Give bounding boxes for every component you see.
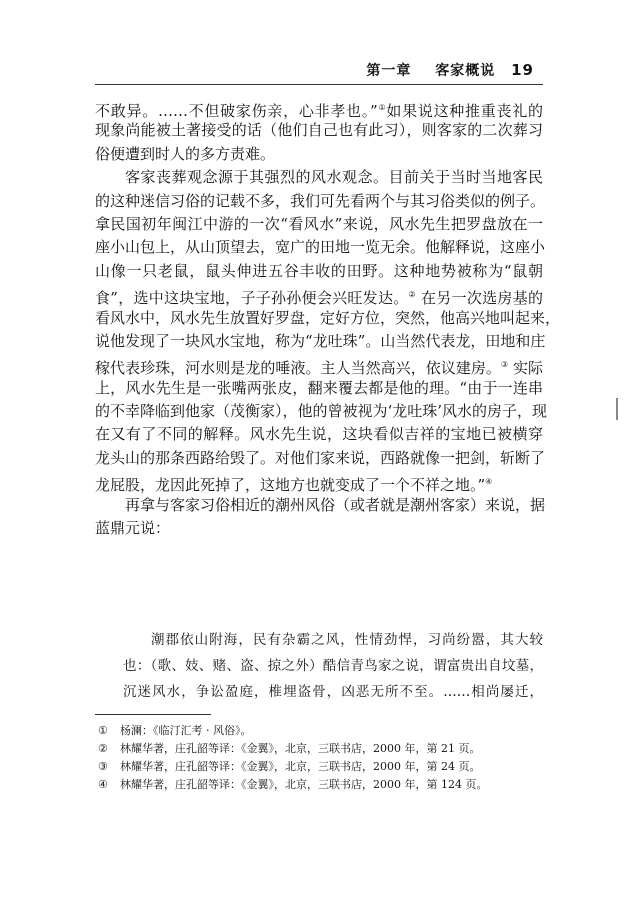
header-divider [95,84,543,85]
footnote-number: ④ [98,778,108,791]
chapter-title: 客家概说 [435,63,496,79]
text-line: 的这种迷信习俗的记载不多，我们可先看两个与其习俗类似的例子。 [95,191,546,210]
page-number: 19 [511,61,534,79]
text-line: 拿民国初年闽江中游的一次“看风水”来说，风水先生把罗盘放在一 [95,214,543,233]
footnote [98,758,487,776]
running-header [366,60,534,80]
quote-line: 沉迷风水，争讼盈庭，椎埋盗骨，凶恶无所不至。……相尚屡迁， [123,684,543,700]
block-quote [95,627,543,705]
paragraph-start-line: 客家丧葬观念源于其强烈的风水观念。目前关于当时当地客民 [125,168,543,187]
text-line: 稼代表珍珠，河水则是龙的唾液。主人当然高兴，依议建房。③ 实际 [95,359,543,378]
text-line: 座小山包上，从山顶望去，宽广的田地一览无余。他解释说，这座小 [95,238,546,257]
text-line: 上，风水先生是一张嘴两张皮，翻来覆去都是他的理。“由于一连串 [95,378,543,397]
text-line: 现象尚能被土著接受的话（他们自己也有此习），则客家的二次葬习 [95,121,543,140]
footnote-marker: ② [408,290,416,300]
footnote-marker: ① [377,103,387,112]
footnote [98,740,487,758]
quote-line: 也：（歌、妓、赌、盗、掠之外）酷信青鸟家之说，谓富贵出自坟墓， [123,658,543,674]
footnote-text: 林耀华著，庄孔韶等译：《金翼》，北京，三联书店，2000 年，第 21 页。 [120,742,481,755]
body-text [95,96,561,540]
text-line: 俗便遭到时人的多方责难。 [95,144,276,163]
quote-line: 潮郡依山附海，民有杂霸之风，性情劲悍，习尚纷嚣，其大较 [151,632,543,648]
text-line: 龙屁股，龙因此死掉了，这地方也就变成了一个不祥之地。”④ [95,476,493,495]
text-line: 看风水中，风水先生放置好罗盘，定好方位，突然，他高兴地叫起来， [95,308,561,327]
footnote-text: 林耀华著，庄孔韶等译：《金翼》，北京，三联书店，2000 年，第 124 页。 [120,778,488,791]
text-line: 山像一只老鼠，鼠头伸进五谷丰收的田野。这种地势被称为“鼠朝 [95,261,543,280]
text-line: 食”，选中这块宝地，子子孙孙便会兴旺发达。② 在另一次选房基的 [95,289,543,308]
footnote-text: 杨澜：《临汀汇考 · 风俗》。 [120,724,252,737]
text-line: 在又有了不同的解释。风水先生说，这块看似吉祥的宝地已被横穿 [95,425,543,444]
text-line: 说他发现了一块风水宝地，称为“龙吐珠”。山当然代表龙，田地和庄 [95,331,546,350]
text-line: 的不幸降临到他家（茂衡家），他的曾被视为‘龙吐珠’风水的房子，现 [95,402,548,421]
text-line: 蓝鼎元说： [95,519,171,538]
text-line: 龙头山的那条西路给毁了。对他们家来说，西路就像一把剑，斩断了 [95,448,546,467]
footnote-marker: ④ [485,477,493,487]
footnote [98,776,487,794]
footnotes [98,722,487,794]
footnote-marker: ③ [500,360,509,370]
footnote-number: ③ [98,760,108,773]
chapter-label: 第一章 [366,63,412,79]
text-line: 不敢异。……不但破家伤亲，心非孝也。”①如果说这种推重丧礼的 [95,102,543,120]
footnote [98,722,487,740]
footnote-divider [95,714,211,715]
scan-artifact [616,398,618,420]
footnote-text: 林耀华著，庄孔韶等译：《金翼》，北京，三联书店，2000 年，第 24 页。 [120,760,481,773]
paragraph-start-line: 再拿与客家习俗相近的潮州风俗（或者就是潮州客家）来说，据 [125,495,546,514]
footnote-number: ① [98,724,108,737]
footnote-number: ② [98,742,108,755]
